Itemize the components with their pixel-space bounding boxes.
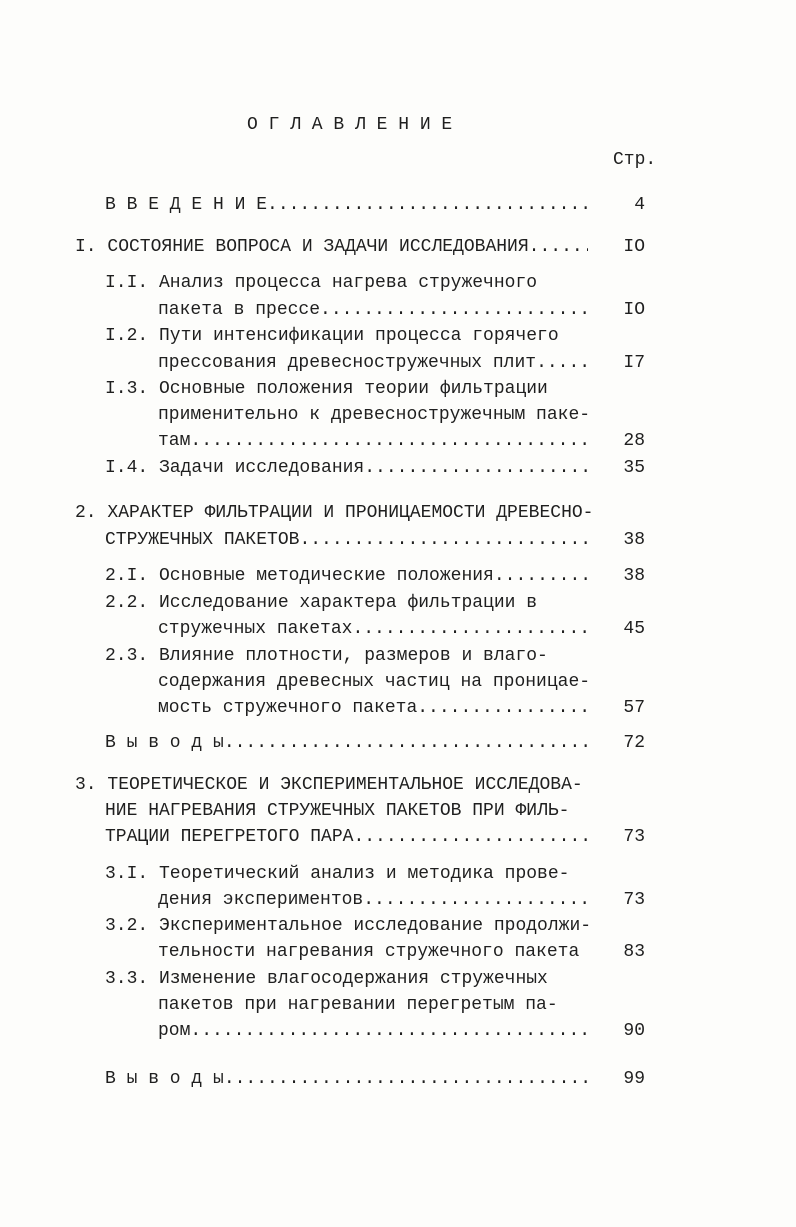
entry-line	[105, 824, 588, 850]
entry-number: 2.3.	[105, 646, 149, 666]
entry-number: 3.	[75, 775, 97, 795]
entry-line	[105, 643, 548, 669]
entry-title-cont: мость стружечного пакета	[158, 698, 418, 718]
page-number: 38	[623, 566, 645, 586]
entry-title: Основные положения теории фильтрации	[159, 379, 548, 399]
entry-line	[158, 616, 588, 642]
page-number: IO	[623, 237, 645, 257]
entry-line	[158, 992, 558, 1018]
dot-leader	[267, 192, 588, 218]
entry-line	[105, 270, 537, 296]
dot-leader	[529, 234, 588, 260]
page-number: I7	[623, 353, 645, 373]
entry-title-cont: СТРУЖЕЧНЫХ ПАКЕТОВ	[105, 530, 300, 550]
entry-number: I.4.	[105, 458, 149, 478]
entry-line	[105, 730, 588, 756]
entry-title-cont: содержания древесных частиц на проницае-	[158, 672, 591, 692]
entry-line	[105, 527, 588, 553]
dot-leader	[494, 563, 588, 589]
entry-number: I.3.	[105, 379, 149, 399]
entry-title: В В Е Д Е Н И Е	[105, 195, 268, 215]
entry-line	[105, 376, 548, 402]
entry-line	[105, 1066, 588, 1092]
page-number: IO	[623, 300, 645, 320]
entry-title: Теоретический анализ и методика прове-	[159, 864, 570, 884]
entry-number: 2.	[75, 503, 97, 523]
entry-title-cont: там	[158, 431, 191, 451]
page-number: 38	[623, 530, 645, 550]
dot-leader	[299, 527, 588, 553]
entry-line	[105, 323, 559, 349]
page-number: 73	[623, 890, 645, 910]
dot-leader	[417, 695, 588, 721]
toc-title: О Г Л А В Л Е Н И Е	[247, 115, 453, 135]
entry-line	[105, 192, 588, 218]
entry-number: I.2.	[105, 326, 149, 346]
entry-line	[105, 861, 569, 887]
dot-leader	[364, 455, 588, 481]
entry-title-cont: пакета в прессе	[158, 300, 321, 320]
entry-title-cont: стружечных пакетах	[158, 619, 353, 639]
entry-title: ТЕОРЕТИЧЕСКОЕ И ЭКСПЕРИМЕНТАЛЬНОЕ ИССЛЕДОВА-	[107, 775, 583, 795]
entry-title: Экспериментальное исследование продолжи-	[159, 916, 592, 936]
entry-title-cont: применительно к древесностружечным паке-	[158, 405, 591, 425]
dot-leader	[353, 824, 588, 850]
entry-title-cont: прессования древесностружечных плит	[158, 353, 537, 373]
entry-title: ХАРАКТЕР ФИЛЬТРАЦИИ И ПРОНИЦАЕМОСТИ ДРЕВЕСНО-	[107, 503, 594, 523]
page-number: 4	[634, 195, 645, 215]
dot-leader	[363, 887, 588, 913]
entry-title: Исследование характера фильтрации в	[159, 593, 538, 613]
entry-line	[75, 772, 583, 798]
entry-line	[105, 590, 537, 616]
entry-line	[158, 887, 588, 913]
page-number: 28	[623, 431, 645, 451]
entry-title: Основные методические положения	[159, 566, 494, 586]
entry-number: I.	[75, 237, 97, 257]
entry-line	[158, 350, 588, 376]
entry-title: СОСТОЯНИЕ ВОПРОСА И ЗАДАЧИ ИССЛЕДОВАНИЯ	[107, 237, 529, 257]
page-number: 72	[623, 733, 645, 753]
entry-title: В ы в о д ы	[105, 1069, 224, 1089]
entry-title-cont: пакетов при нагревании перегретым па-	[158, 995, 558, 1015]
dot-leader	[190, 428, 588, 454]
entry-title: В ы в о д ы	[105, 733, 224, 753]
page-number: 45	[623, 619, 645, 639]
page-number: 99	[623, 1069, 645, 1089]
page-number: 57	[623, 698, 645, 718]
entry-line	[158, 402, 590, 428]
dot-leader	[352, 616, 588, 642]
entry-line	[105, 913, 591, 939]
entry-line	[105, 798, 569, 824]
entry-title-cont: дения экспериментов	[158, 890, 364, 910]
entry-number: 2.2.	[105, 593, 149, 613]
entry-number: 3.3.	[105, 969, 149, 989]
entry-number: 3.2.	[105, 916, 149, 936]
entry-title: Изменение влагосодержания стружечных	[159, 969, 548, 989]
entry-title-cont: ТРАЦИИ ПЕРЕГРЕТОГО ПАРА	[105, 827, 354, 847]
entry-title: Анализ процесса нагрева стружечного	[159, 273, 538, 293]
entry-number: 2.I.	[105, 566, 149, 586]
entry-title: Задачи исследования	[159, 458, 365, 478]
entry-number: I.I.	[105, 273, 149, 293]
dot-leader	[190, 1018, 588, 1044]
entry-line	[105, 966, 548, 992]
entry-line	[105, 563, 588, 589]
entry-line	[158, 428, 588, 454]
entry-line	[158, 297, 588, 323]
page-column-label: Стр.	[613, 150, 657, 170]
entry-line	[158, 669, 590, 695]
entry-line	[75, 500, 593, 526]
dot-leader	[536, 350, 588, 376]
dot-leader	[224, 1066, 588, 1092]
entry-line	[105, 455, 588, 481]
entry-line	[158, 939, 579, 965]
page-number: 73	[623, 827, 645, 847]
dot-leader	[224, 730, 588, 756]
page-number: 90	[623, 1021, 645, 1041]
entry-line	[158, 1018, 588, 1044]
entry-line	[75, 234, 588, 260]
entry-title-cont: НИЕ НАГРЕВАНИЯ СТРУЖЕЧНЫХ ПАКЕТОВ ПРИ ФИЛЬ-	[105, 801, 570, 821]
page-number: 35	[623, 458, 645, 478]
page-number: 83	[623, 942, 645, 962]
entry-title: Пути интенсификации процесса горячего	[159, 326, 559, 346]
entry-title: Влияние плотности, размеров и влаго-	[159, 646, 548, 666]
entry-number: 3.I.	[105, 864, 149, 884]
dot-leader	[320, 297, 588, 323]
entry-title-cont: ром	[158, 1021, 191, 1041]
entry-title-cont: тельности нагревания стружечного пакета	[158, 942, 580, 962]
entry-line	[158, 695, 588, 721]
